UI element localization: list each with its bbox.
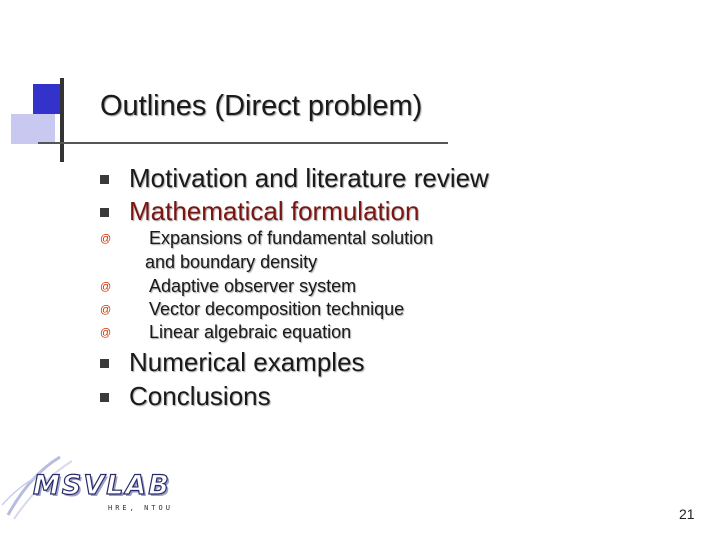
slide-title: Outlines (Direct problem) — [100, 90, 423, 122]
square-bullet-icon — [100, 359, 109, 368]
square-bullet-icon — [100, 393, 109, 402]
sub-bullet-text: Linear algebraic equation — [149, 322, 352, 342]
at-bullet-icon: @ — [100, 304, 112, 316]
bullet-text: Mathematical formulation — [129, 196, 420, 226]
at-bullet-icon: @ — [100, 281, 112, 293]
sub-bullet-text: Adaptive observer system — [149, 276, 357, 296]
bullet-text: Conclusions — [129, 381, 271, 411]
page-number: 21 — [679, 506, 695, 522]
at-bullet-icon: @ — [100, 327, 112, 339]
msvlab-logo: MSVLAB — [33, 470, 171, 501]
at-bullet-icon: @ — [100, 233, 112, 245]
sub-bullet-text: Expansions of fundamental solution and boundary density — [145, 228, 434, 272]
bullet-text: Motivation and literature review — [129, 163, 489, 193]
square-bullet-icon — [100, 175, 109, 184]
sub-bullet-text: Vector decomposition technique — [149, 299, 405, 319]
logo-subtext: HRE, NTOU — [108, 504, 173, 512]
bullet-text: Numerical examples — [129, 347, 365, 377]
square-bullet-icon — [100, 208, 109, 217]
